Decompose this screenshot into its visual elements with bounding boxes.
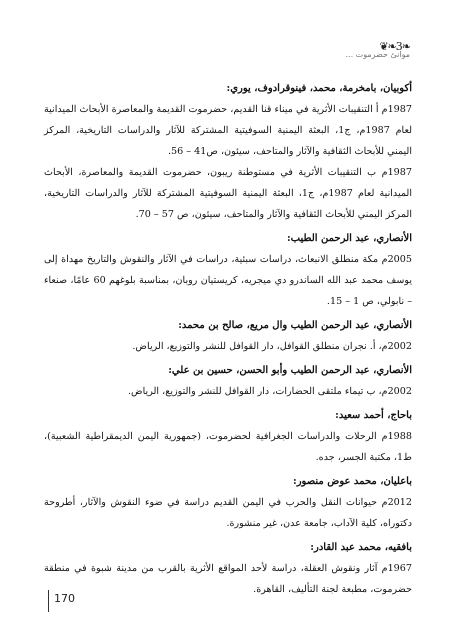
entry-reference: 2005م مكة منطلق الانبعاث، دراسات سبئية، دراسات في الآثار والنقوش والتاريخ مهداة إلى يوسف محمد عبد الله الساندرو دي ميجريه، كريستيان روبان، بمناسبة بلوغهم 60 عامًا، صنعاء – نابولي، ص 1 – 15. xyxy=(44,254,412,307)
entry-reference: 1988م الرحلات والدراسات الجغرافية لحضرموت، (جمهورية اليمن الديمقراطية الشعبية)، ط1، مكتبة الجسر، جده. xyxy=(44,431,412,463)
entry-author: أكوبيان، بامخرمة، محمد، فينوقرادوف، يوري: xyxy=(226,83,412,94)
entry-reference: 1987م أ التنقيبات الأثرية في ميناء قنا القديم، حضرموت القديمة والمعاصرة الأبحاث الميدانية لعام 1987م، ج1، البعثة اليمنية السوفيتية المشتركة للآثار والدراسات التاريخية، المركز اليمني للأبحاث الثقافية والآثار والمتاحف، سيئون، ص41 – 56. xyxy=(44,104,413,157)
bibliography-entry xyxy=(44,405,412,468)
entry-author: الأنصاري، عبد الرحمن الطيب: xyxy=(286,233,412,244)
entry-author: باعليان، محمد عوض منصور: xyxy=(293,476,412,487)
bibliography-entry xyxy=(44,228,412,312)
running-header xyxy=(250,42,410,58)
bibliography-entry xyxy=(44,78,412,225)
bibliography-entry xyxy=(44,537,412,600)
entry-reference: 1967م آثار ونقوش العقلة، دراسة لأحد المواقع الأثرية بالقرب من مدينة شبوة في منطقة حضرموت، مطبعة لجنة التأليف، القاهرة. xyxy=(44,563,412,595)
entry-author: الأنصاري، عبد الرحمن الطيب وال مريع، صالح بن محمد: xyxy=(178,320,412,331)
entry-reference: 2002م، ب تيماء ملتقى الحضارات، دار القوافل للنشر والتوزيع، الرياض. xyxy=(127,386,412,397)
entry-reference: 2002م، أ. نجران منطلق القوافل، دار القوافل للنشر والتوزيع، الرياض. xyxy=(132,341,412,352)
page-number: 170 xyxy=(54,592,75,605)
entry-author: بافقيه، محمد عبد القادر: xyxy=(310,542,412,553)
entry-author: الأنصاري، عبد الرحمن الطيب وأبو الحسن، حسين بن علي: xyxy=(168,365,412,376)
entry-reference: 2012م حيوانات النقل والحرب في اليمن القديم دراسة في ضوء النقوش والآثار، أطروحة دكتوراه، كلية الآداب، جامعة عدن، غير منشورة. xyxy=(44,497,412,529)
bibliography-entry xyxy=(44,315,412,357)
entry-author: باحاج، أحمد سعيد: xyxy=(335,410,412,421)
bibliography-entry xyxy=(44,360,412,402)
bibliography-entry xyxy=(44,471,412,534)
footer-divider xyxy=(48,590,49,612)
ornament-icon: ❧3❧❦ xyxy=(379,40,410,53)
entry-reference: 1987م ب التنقيبات الأثرية في مستوطنة ريبون، حضرموت القديمة والمعاصرة، الأبحاث الميدانية لعام 1987م، ج1، البعثة اليمنية السوفيتية المشتركة للآثار والدراسات التاريخية، المركز اليمني للأبحاث الثقافية والآثار والمتاحف، سيئون، ص 57 – 70. xyxy=(44,167,412,220)
bibliography xyxy=(44,78,412,603)
running-title: موانئ حضرموت ... xyxy=(345,50,410,59)
